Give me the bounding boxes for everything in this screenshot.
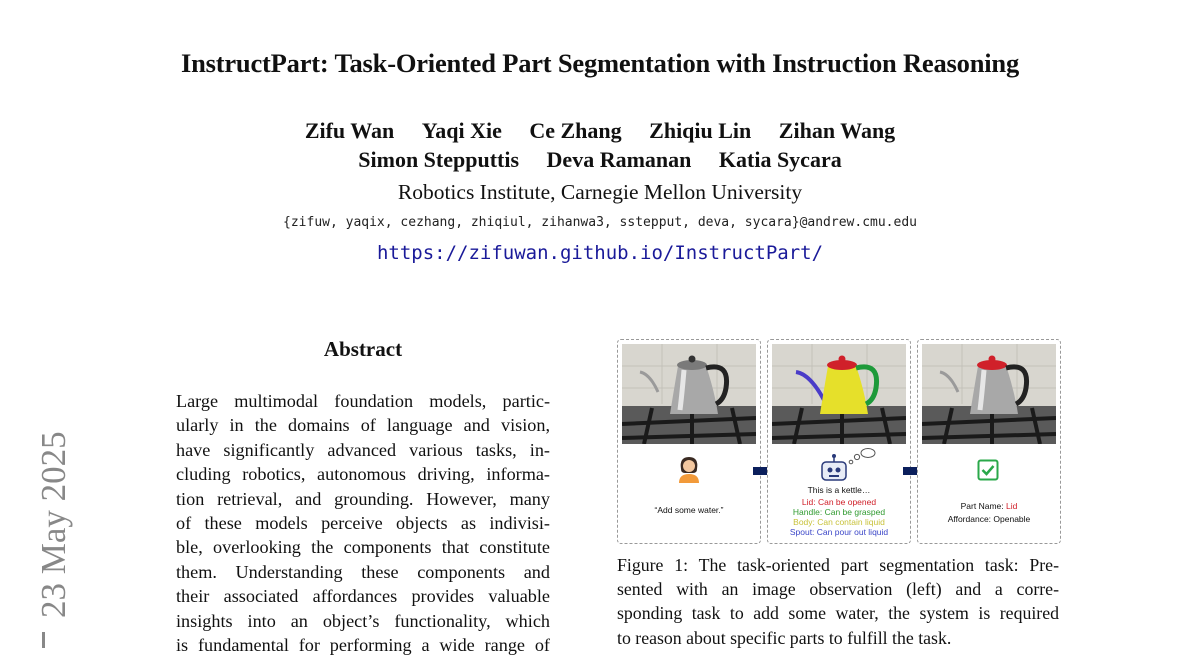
author-name: Ce Zhang	[529, 118, 622, 143]
abstract-body	[176, 389, 550, 657]
author-name: Yaqi Xie	[421, 118, 502, 143]
figure-panel-result	[917, 339, 1061, 544]
author-name: Simon Stepputtis	[358, 147, 520, 172]
project-url-link[interactable]: https://zifuwan.github.io/InstructPart/	[376, 242, 824, 264]
affiliation: Robotics Institute, Carnegie Mellon University	[397, 180, 803, 204]
author-name: Deva Ramanan	[546, 147, 692, 172]
abstract-line: have significantly advanced various tasks, in-	[176, 439, 550, 460]
caption-line: Figure 1: The task-oriented part segmentation task: Pre-	[617, 555, 1059, 575]
caption-line: sented with an image observation (left) and a corre-	[617, 579, 1059, 600]
checkmark-icon	[977, 459, 999, 481]
result-part-value: Lid	[1006, 501, 1018, 511]
user-avatar-icon	[676, 455, 702, 483]
author-name: Zihan Wang	[778, 118, 896, 143]
abstract-line: Large multimodal foundation models, partic-	[176, 391, 550, 411]
figure-panel-reasoning	[767, 339, 911, 544]
abstract-line: insights into an object’s functionality, which	[176, 610, 550, 631]
result-affordance: Affordance: Openable	[947, 514, 1031, 524]
abstract-line: cluding robotics, autonomous driving, informa-	[176, 464, 550, 485]
arxiv-stamp	[22, 400, 82, 648]
authors-line-2	[0, 147, 1200, 173]
abstract-line: ularly in the domains of language and vision,	[176, 415, 550, 436]
arxiv-date: 23 May 2025	[34, 431, 73, 618]
result-part-label: Part Name:	[960, 501, 1006, 511]
caption-line: to reason about specific parts to fulfill the task.	[617, 627, 952, 648]
abstract-line: of these models perceive objects as indivisi-	[176, 513, 550, 534]
author-name: Zhiqiu Lin	[649, 118, 752, 143]
reasoning-lid: Lid: Can be opened	[801, 497, 877, 507]
reasoning-handle: Handle: Can be grasped	[792, 507, 886, 517]
author-name: Katia Sycara	[718, 147, 842, 172]
authors-line-1	[0, 118, 1200, 144]
abstract-line: their associated affordances provides valuable	[176, 586, 550, 607]
figure-1	[617, 339, 1059, 543]
reasoning-list	[768, 497, 910, 537]
thought-text: This is a kettle…	[807, 485, 871, 495]
abstract-line: is fundamental for performing a wide range of	[176, 635, 550, 656]
result-part	[918, 501, 1060, 511]
figure-panel-observation	[617, 339, 761, 544]
arxiv-bar	[42, 632, 45, 648]
kettle-photo	[622, 344, 756, 444]
author-name: Zifu Wan	[304, 118, 395, 143]
abstract-line: them. Understanding these components and	[176, 561, 550, 582]
instruction-text: “Add some water.”	[654, 505, 724, 515]
paper-title: InstructPart: Task-Oriented Part Segmentation with Instruction Reasoning	[180, 48, 1019, 78]
author-emails: {zifuw, yaqix, cezhang, zhiqiul, zihanwa3, sstepput, deva, sycara}@andrew.cmu.edu	[283, 215, 917, 230]
kettle-parts-photo	[772, 344, 906, 444]
abstract-line: tion retrieval, and grounding. However, many	[176, 488, 550, 509]
abstract-heading: Abstract	[323, 337, 403, 361]
kettle-lid-photo	[922, 344, 1056, 444]
caption-line: sponding task to add some water, the system is required	[617, 603, 1059, 624]
reasoning-body: Body: Can contain liquid	[793, 517, 885, 527]
robot-icon	[820, 448, 878, 484]
figure-caption	[617, 553, 1059, 650]
reasoning-spout: Spout: Can pour out liquid	[789, 527, 889, 537]
abstract-line: ble, overlooking the components that constitute	[176, 537, 550, 558]
